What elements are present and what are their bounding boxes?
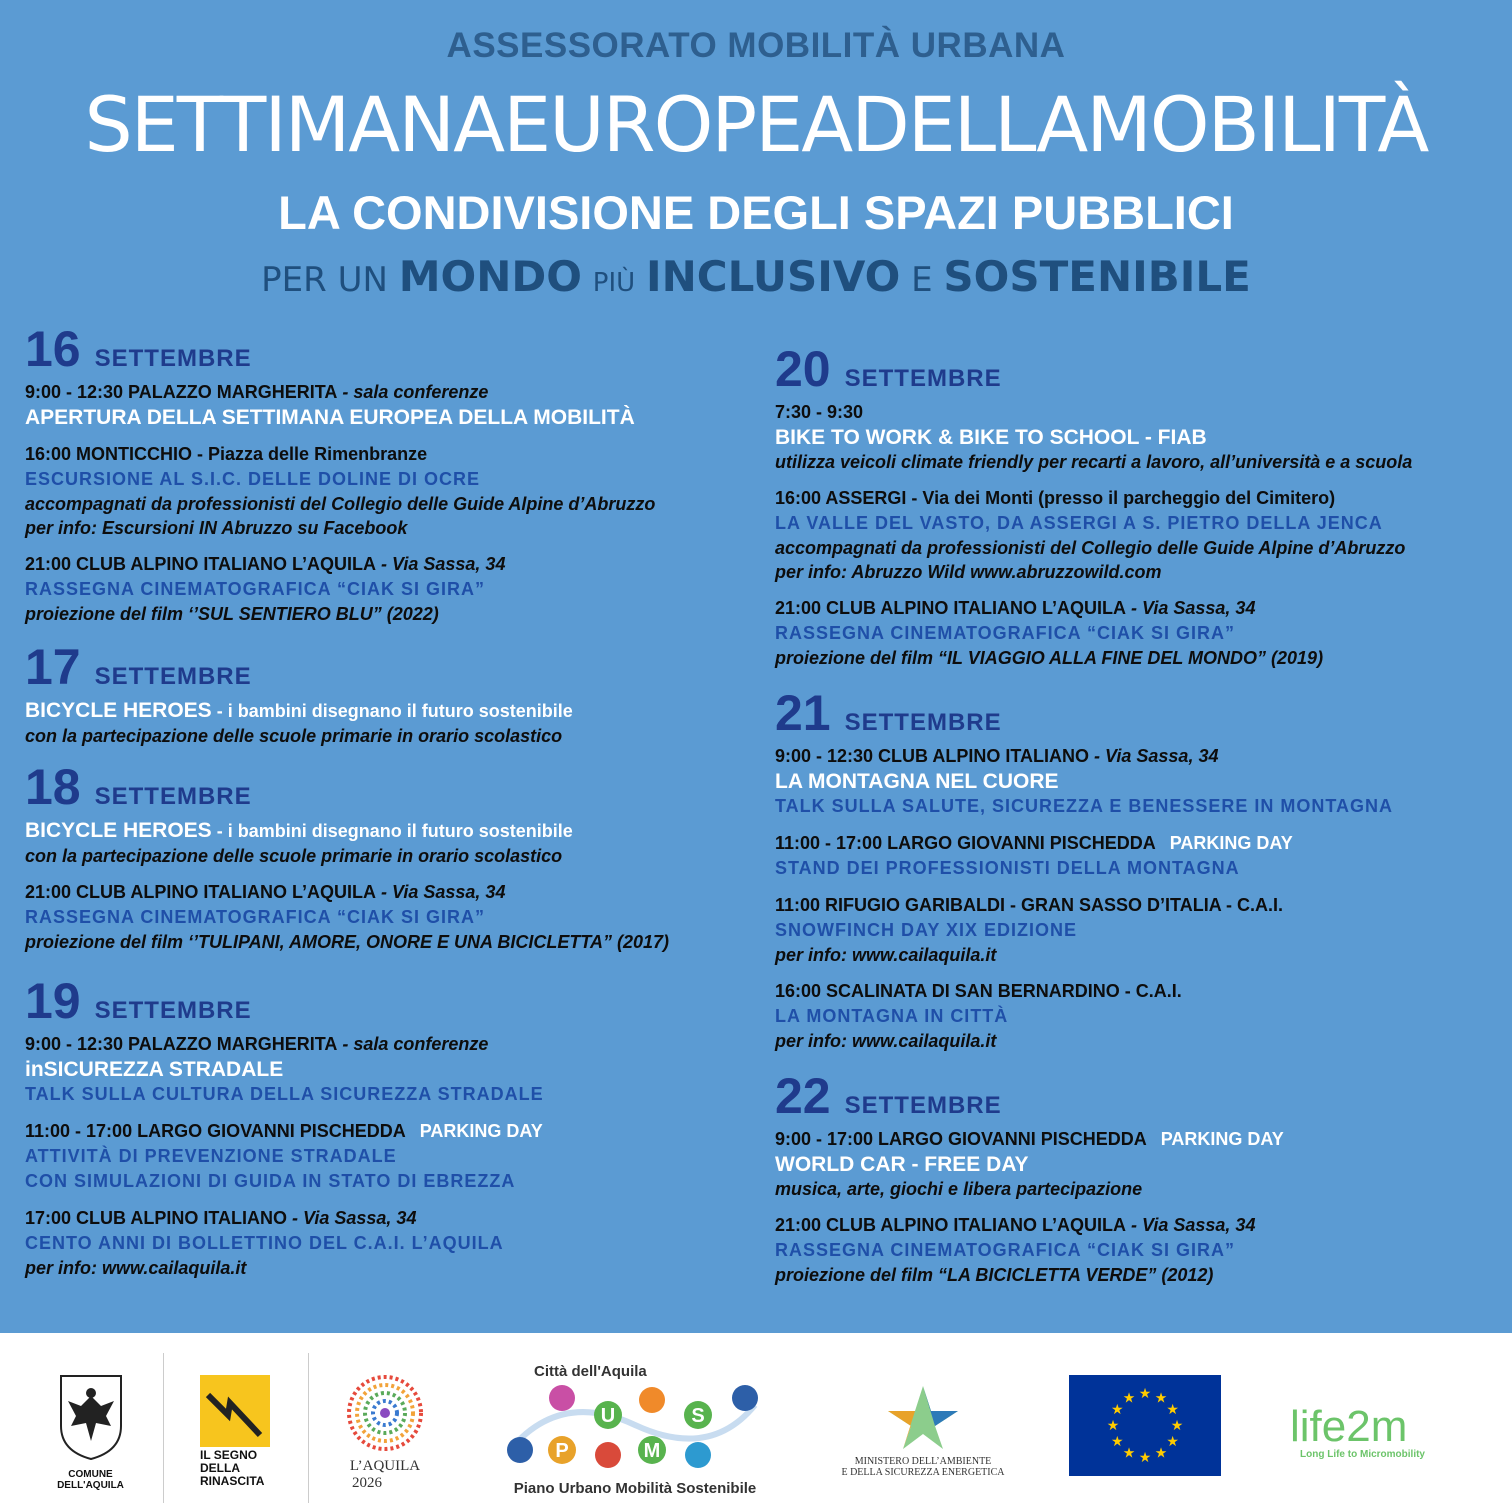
- eu-star-icon: ★: [1166, 1433, 1179, 1449]
- event-description: CON SIMULAZIONI DI GUIDA IN STATO DI EBREZZA: [25, 1171, 516, 1191]
- page-title: SETTIMANAEUROPEADELLAMOBILITÀ: [84, 80, 1428, 169]
- schedule-right-column: [775, 340, 1490, 1287]
- event-title: SNOWFINCH DAY XIX EDIZIONE: [775, 920, 1078, 940]
- tag-piu: PIÙ: [592, 268, 636, 298]
- event-time: 16:00 ASSERGI - Via dei Monti (presso il parcheggio del Cimitero): [775, 488, 1336, 508]
- event-time: [25, 1206, 760, 1231]
- eu-star-icon: ★: [1170, 1417, 1184, 1433]
- event: [775, 400, 1490, 474]
- rinascita-mark-icon: [200, 1375, 270, 1447]
- event-time: 16:00 SCALINATA DI SAN BERNARDINO - C.A.I.: [775, 981, 1182, 1001]
- event-note: con la partecipazione delle scuole primarie in orario scolastico: [25, 726, 563, 746]
- tagline: [0, 252, 1512, 301]
- eu-star-icon: ★: [1122, 1389, 1136, 1406]
- event-time-text: 21:00 CLUB ALPINO ITALIANO L’AQUILA: [775, 1215, 1127, 1235]
- event: [775, 596, 1490, 670]
- event: [775, 1213, 1490, 1287]
- event-info: per info: Abruzzo Wild www.abruzzowild.com: [775, 562, 1162, 582]
- event: [25, 380, 760, 430]
- footer-logos: [0, 1333, 1512, 1512]
- svg-text:S: S: [691, 1405, 705, 1427]
- day-heading-16: [25, 321, 760, 377]
- ministero-star-icon: [883, 1381, 963, 1451]
- event-title: ESCURSIONE AL S.I.C. DELLE DOLINE DI OCRE: [25, 469, 481, 489]
- ministero-label-1: MINISTERO DELL’AMBIENTE: [854, 1456, 992, 1467]
- comune-logo: [38, 1371, 143, 1506]
- rinascita-line: RINASCITA: [200, 1474, 265, 1488]
- event-time: 7:30 - 9:30: [775, 402, 864, 422]
- event-info: per info: www.cailaquila.it: [775, 1031, 997, 1051]
- event-title: RASSEGNA CINEMATOGRAFICA “CIAK SI GIRA”: [775, 623, 1236, 643]
- life2m-logo: [1290, 1402, 1450, 1465]
- event-time: 16:00 MONTICCHIO - Piazza delle Rimenbranze: [25, 444, 428, 464]
- aquila-2026-burst-icon: [345, 1373, 425, 1453]
- event-title: RASSEGNA CINEMATOGRAFICA “CIAK SI GIRA”: [25, 907, 486, 927]
- event-title: LA MONTAGNA NEL CUORE: [775, 770, 1059, 793]
- event-note: proiezione del film “IL VIAGGIO ALLA FINE DEL MONDO” (2019): [775, 648, 1324, 668]
- eu-star-icon: ★: [1138, 1385, 1152, 1401]
- event-place: - sala conferenze: [337, 1034, 489, 1054]
- day-month: SETTEMBRE: [844, 1092, 1002, 1119]
- event-place: - Via Sassa, 34: [287, 1208, 417, 1228]
- eu-star-icon: ★: [1166, 1401, 1179, 1417]
- life2m-caption: Long Life to Micromobility: [1300, 1449, 1425, 1460]
- header: [0, 0, 1512, 330]
- tag-per-un: PER UN: [261, 260, 388, 300]
- event-time: [25, 380, 760, 405]
- pums-mark-icon: [500, 1380, 770, 1475]
- event-info: per info: www.cailaquila.it: [25, 1258, 247, 1278]
- day-number: 19: [25, 973, 81, 1029]
- event-note: proiezione del film ‘’TULIPANI, AMORE, ONORE E UNA BICICLETTA” (2017): [25, 932, 670, 952]
- event-note: con la partecipazione delle scuole primarie in orario scolastico: [25, 846, 563, 866]
- svg-text:U: U: [600, 1405, 616, 1427]
- day-number: 22: [775, 1068, 831, 1124]
- event-note: musica, arte, giochi e libera partecipazione: [775, 1179, 1143, 1199]
- ministero-label-2: E DELLA SICUREZZA ENERGETICA: [841, 1467, 1005, 1478]
- event-title: LA VALLE DEL VASTO, DA ASSERGI A S. PIETRO DELLA JENCA: [775, 513, 1383, 533]
- page-subtitle: LA CONDIVISIONE DEGLI SPAZI PUBBLICI: [278, 186, 1234, 239]
- day-heading-17: [25, 639, 760, 695]
- svg-text:P: P: [555, 1440, 569, 1462]
- logo-divider: [163, 1353, 164, 1503]
- event-title: [25, 818, 760, 844]
- pums-caption: Piano Urbano Mobilità Sostenibile: [513, 1480, 757, 1497]
- event-note: proiezione del film “LA BICICLETTA VERDE” (2012): [775, 1265, 1214, 1285]
- event: [25, 442, 760, 540]
- day-heading-21: [775, 685, 1490, 741]
- day-heading-19: [25, 973, 760, 1029]
- day-heading-22: [775, 1068, 1490, 1124]
- event: [25, 880, 760, 954]
- event-time-text: 21:00 CLUB ALPINO ITALIANO L’AQUILA: [25, 882, 377, 902]
- event-title: STAND DEI PROFESSIONISTI DELLA MONTAGNA: [775, 858, 1240, 878]
- event-place: - Via Sassa, 34: [376, 882, 506, 902]
- event: [775, 979, 1490, 1053]
- rinascita-label: [200, 1449, 290, 1488]
- event-time-text: 11:00 - 17:00 LARGO GIOVANNI PISCHEDDA: [25, 1121, 406, 1141]
- event: [775, 744, 1490, 819]
- event-time: 11:00 RIFUGIO GARIBALDI - GRAN SASSO D’ITALIA - C.A.I.: [775, 895, 1284, 915]
- event: [775, 1127, 1490, 1201]
- aquila-2026-year: 2026: [352, 1475, 382, 1491]
- event-time: [25, 552, 760, 577]
- day-number: 20: [775, 341, 831, 397]
- day-month: SETTEMBRE: [94, 663, 252, 690]
- tag-inclusivo: INCLUSIVO: [645, 252, 901, 301]
- event-subtitle: - i bambini disegnano il futuro sostenibile: [211, 701, 573, 721]
- logo-divider: [308, 1353, 309, 1503]
- event: [25, 1206, 760, 1280]
- event-time: [775, 596, 1490, 621]
- assessorato-title: ASSESSORATO MOBILITÀ URBANA: [446, 26, 1066, 65]
- life2m-wordmark: life2m: [1290, 1402, 1408, 1451]
- event-title-text: BICYCLE HEROES: [25, 699, 212, 722]
- event-time: [25, 1032, 760, 1057]
- eagle-crest-icon: [56, 1371, 126, 1461]
- parking-day-label: PARKING DAY: [419, 1121, 543, 1141]
- event-time-text: 9:00 - 12:30 PALAZZO MARGHERITA: [25, 1034, 338, 1054]
- event-place: - Via Sassa, 34: [1126, 1215, 1256, 1235]
- day-month: SETTEMBRE: [94, 345, 252, 372]
- event: [25, 552, 760, 626]
- ministero-logo: [838, 1381, 1008, 1491]
- day-month: SETTEMBRE: [94, 997, 252, 1024]
- event-time-text: 21:00 CLUB ALPINO ITALIANO L’AQUILA: [775, 598, 1127, 618]
- event-title-text: BICYCLE HEROES: [25, 819, 212, 842]
- event-info: per info: www.cailaquila.it: [775, 945, 997, 965]
- event-title: LA MONTAGNA IN CITTÀ: [775, 1006, 1009, 1026]
- event-description: TALK SULLA CULTURA DELLA SICUREZZA STRADALE: [25, 1084, 544, 1104]
- event-place: - Via Sassa, 34: [1126, 598, 1256, 618]
- event-time: [775, 831, 1490, 856]
- schedule-left-column: [25, 320, 760, 1280]
- day-number: 17: [25, 639, 81, 695]
- day-number: 21: [775, 685, 831, 741]
- event: [25, 818, 760, 868]
- aquila-2026-logo: [340, 1373, 430, 1503]
- event: [25, 1032, 760, 1107]
- eu-star-icon: ★: [1154, 1444, 1168, 1461]
- event-subtitle: - i bambini disegnano il futuro sostenibile: [211, 821, 573, 841]
- segno-rinascita-logo: [200, 1375, 290, 1495]
- pums-logo: [500, 1363, 770, 1508]
- event: [25, 698, 760, 748]
- event-description: TALK SULLA SALUTE, SICUREZZA E BENESSERE IN MONTAGNA: [775, 796, 1394, 816]
- parking-day-label: PARKING DAY: [1169, 833, 1293, 853]
- event: [775, 893, 1490, 967]
- event: [775, 486, 1490, 584]
- event-place: - Via Sassa, 34: [376, 554, 506, 574]
- eu-star-icon: ★: [1122, 1444, 1136, 1461]
- event-note: proiezione del film ‘’SUL SENTIERO BLU” (2022): [25, 604, 439, 624]
- day-month: SETTEMBRE: [94, 783, 252, 810]
- event-title: APERTURA DELLA SETTIMANA EUROPEA DELLA MOBILITÀ: [25, 406, 635, 429]
- event-time-text: 9:00 - 12:30 CLUB ALPINO ITALIANO: [775, 746, 1090, 766]
- eu-star-icon: ★: [1138, 1449, 1152, 1465]
- comune-label: COMUNE DELL'AQUILA: [57, 1469, 124, 1491]
- event-time: [775, 1213, 1490, 1238]
- event-info: per info: Escursioni IN Abruzzo su Facebook: [25, 518, 408, 538]
- event: [775, 831, 1490, 881]
- event-title: WORLD CAR - FREE DAY: [775, 1153, 1029, 1176]
- eu-star-icon: ★: [1111, 1433, 1124, 1449]
- event-time: [775, 1127, 1490, 1152]
- rinascita-line: DELLA: [200, 1461, 240, 1475]
- event-time-text: 17:00 CLUB ALPINO ITALIANO: [25, 1208, 288, 1228]
- day-heading-18: [25, 759, 760, 815]
- parking-day-label: PARKING DAY: [1160, 1129, 1284, 1149]
- event-title: [25, 698, 760, 724]
- event-note: accompagnati da professionisti del Collegio delle Guide Alpine d’Abruzzo: [25, 494, 656, 514]
- day-month: SETTEMBRE: [844, 365, 1002, 392]
- day-month: SETTEMBRE: [844, 709, 1002, 736]
- citta-label: Città dell'Aquila: [534, 1363, 647, 1380]
- rinascita-line: IL SEGNO: [200, 1448, 258, 1462]
- tag-sostenibile: SOSTENIBILE: [943, 252, 1251, 301]
- aquila-2026-label: L’AQUILA: [349, 1458, 421, 1474]
- day-heading-20: [775, 341, 1490, 397]
- event-title: CENTO ANNI DI BOLLETTINO DEL C.A.I. L’AQUILA: [25, 1233, 504, 1253]
- event-time-text: 21:00 CLUB ALPINO ITALIANO L’AQUILA: [25, 554, 377, 574]
- event-place: - Via Sassa, 34: [1089, 746, 1219, 766]
- event-time: [25, 880, 760, 905]
- event-title: RASSEGNA CINEMATOGRAFICA “CIAK SI GIRA”: [775, 1240, 1236, 1260]
- event-title: BIKE TO WORK & BIKE TO SCHOOL - FIAB: [775, 426, 1207, 449]
- event-time: [775, 744, 1490, 769]
- event-time-text: 9:00 - 17:00 LARGO GIOVANNI PISCHEDDA: [775, 1129, 1147, 1149]
- eu-star-icon: ★: [1106, 1417, 1120, 1433]
- event-note: accompagnati da professionisti del Collegio delle Guide Alpine d’Abruzzo: [775, 538, 1406, 558]
- eu-flag-icon: [1069, 1375, 1221, 1476]
- event-place: - sala conferenze: [337, 382, 489, 402]
- event-title: RASSEGNA CINEMATOGRAFICA “CIAK SI GIRA”: [25, 579, 486, 599]
- eu-star-icon: ★: [1154, 1389, 1168, 1406]
- eu-star-icon: ★: [1111, 1401, 1124, 1417]
- event-note: utilizza veicoli climate friendly per recarti a lavoro, all’università e a scuola: [775, 452, 1413, 472]
- event: [25, 1119, 760, 1194]
- day-number: 16: [25, 321, 81, 377]
- event-time: [25, 1119, 760, 1144]
- event-title: inSICUREZZA STRADALE: [25, 1058, 284, 1081]
- event-title: ATTIVITÀ DI PREVENZIONE STRADALE: [25, 1146, 397, 1166]
- svg-text:M: M: [643, 1440, 661, 1462]
- tag-mondo: MONDO: [398, 252, 582, 301]
- event-time-text: 9:00 - 12:30 PALAZZO MARGHERITA: [25, 382, 338, 402]
- event-time-text: 11:00 - 17:00 LARGO GIOVANNI PISCHEDDA: [775, 833, 1156, 853]
- day-number: 18: [25, 759, 81, 815]
- tag-e: E: [911, 260, 933, 300]
